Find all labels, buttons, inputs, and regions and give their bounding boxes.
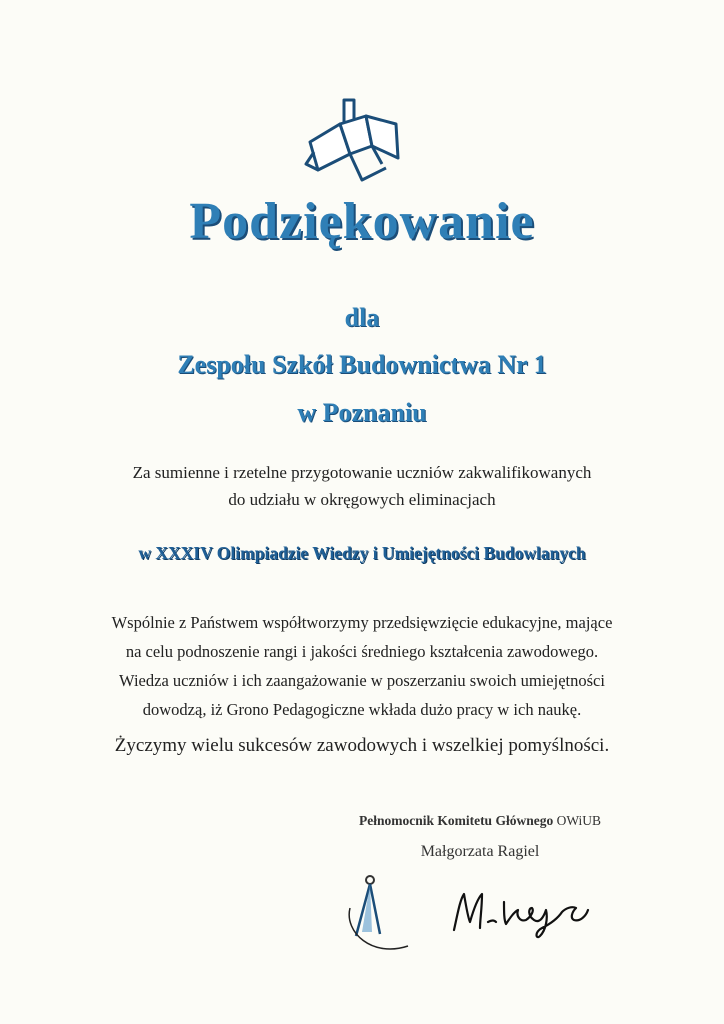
reason-paragraph xyxy=(40,459,684,513)
signatory-role-text: Pełnomocnik Komitetu Głównego xyxy=(358,813,554,828)
body-line: dowodzą, iż Grono Pedagogiczne wkłada dużo pracy w ich naukę. xyxy=(142,700,582,719)
body-paragraph xyxy=(40,608,684,724)
body-line: Wiedza uczniów i ich zaangażowanie w poszerzaniu swoich umiejętności xyxy=(119,671,605,690)
recipient-prefix: dla xyxy=(344,303,380,332)
body-line: na celu podnoszenie rangi i jakości średniego kształcenia zawodowego. xyxy=(125,642,599,661)
reason-line: Za sumienne i rzetelne przygotowanie uczniów zakwalifikowanych xyxy=(132,463,592,482)
signatory-name: Małgorzata Ragiel xyxy=(420,843,540,860)
olympiad-name: w XXXIV Olimpiadzie Wiedzy i Umiejętności Budowlanych xyxy=(138,543,586,563)
wishes-line: Życzymy wielu sukcesów zawodowych i wszelkiej pomyślności. xyxy=(114,735,610,756)
compass-icon xyxy=(342,872,412,962)
signatory-organization: OWiUB xyxy=(556,813,602,828)
signatory-role xyxy=(330,813,630,829)
olympiad-logo-icon xyxy=(300,94,416,186)
signature xyxy=(446,882,596,940)
body-line: Wspólnie z Państwem współtworzymy przedsięwzięcie edukacyjne, mające xyxy=(111,613,613,632)
certificate-title: Podziękowanie xyxy=(189,193,535,250)
recipient-city: w Poznaniu xyxy=(297,398,427,427)
recipient-name: Zespołu Szkół Budownictwa Nr 1 xyxy=(177,350,547,379)
reason-line: do udziału w okręgowych eliminacjach xyxy=(228,490,496,509)
